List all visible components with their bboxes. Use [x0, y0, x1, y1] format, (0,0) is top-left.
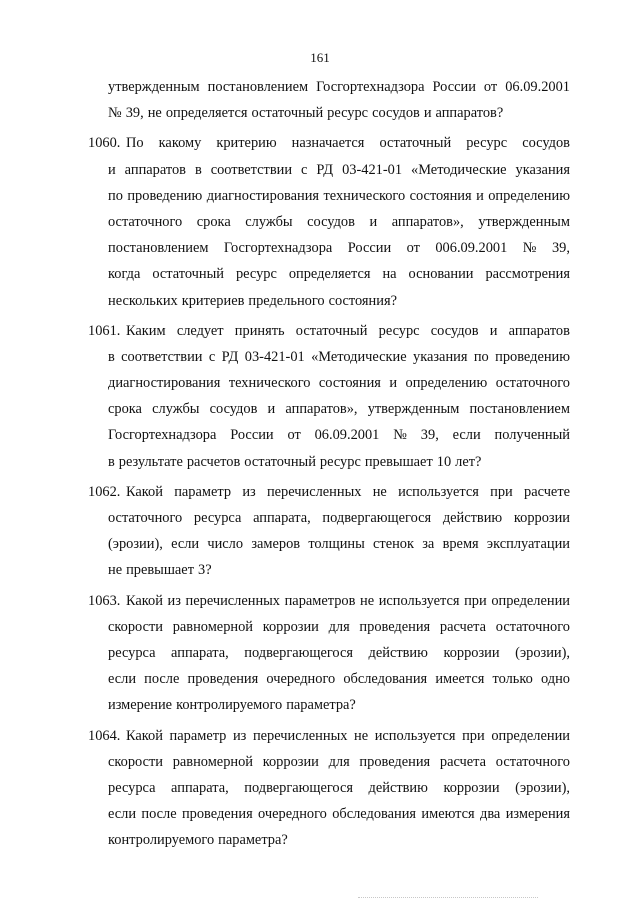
page-number: 161 — [310, 50, 330, 65]
question-number: 1064. — [88, 727, 121, 744]
scan-artifact — [358, 897, 538, 901]
text-line: скорости равномерной коррозии для проведения расчета остаточного — [108, 618, 570, 635]
text-line: не превышает 3? — [108, 562, 212, 579]
text-line: срока службы сосудов и аппаратов», утвержденным постановлением — [108, 401, 570, 418]
text-line: скорости равномерной коррозии для проведения расчета остаточного — [108, 753, 570, 770]
question-number: 1060. — [88, 135, 121, 152]
text-line: диагностирования технического состояния и определению остаточного — [108, 375, 570, 392]
text-line: по проведению диагностирования технического состояния и определению — [108, 187, 570, 204]
text-line: ресурса аппарата, подвергающегося действию коррозии (эрозии), — [108, 779, 570, 796]
question-item — [88, 479, 570, 584]
question-item — [88, 130, 570, 313]
text-line: Какой параметр из перечисленных не используется при определении — [126, 727, 570, 744]
question-number: 1063. — [88, 592, 121, 609]
text-line: нескольких критериев предельного состояния? — [108, 292, 397, 309]
text-line: остаточного ресурса аппарата, подвергающегося действию коррозии — [108, 510, 570, 526]
question-item — [88, 318, 570, 475]
text-line: № 39, не определяется остаточный ресурс сосудов и аппаратов? — [108, 105, 504, 122]
text-line: Госгортехнадзора России от 06.09.2001 № 39, если полученный — [108, 427, 570, 444]
text-line: ресурса аппарата, подвергающегося действию коррозии (эрозии), — [108, 644, 570, 661]
text-line: и аппаратов в соответствии с РД 03-421-01 «Методические указания — [108, 161, 570, 178]
text-line: постановлением Госгортехнадзора России от 006.09.2001 № 39, — [108, 240, 570, 257]
question-item — [88, 588, 570, 719]
text-line: в результате расчетов остаточный ресурс превышает 10 лет? — [108, 453, 482, 470]
question-item — [88, 723, 570, 854]
document-body — [88, 74, 570, 853]
text-line: По какому критерию назначается остаточный ресурс сосудов — [126, 135, 570, 152]
question-number: 1061. — [88, 322, 121, 339]
text-line: когда остаточный ресурс определяется на основании рассмотрения — [108, 266, 570, 283]
text-line: (эрозии), если число замеров толщины стенок за время эксплуатации — [108, 536, 570, 553]
text-line: утвержденным постановлением Госгортехнадзора России от 06.09.2001 — [108, 79, 570, 95]
text-line: Каким следует принять остаточный ресурс сосудов и аппаратов — [126, 322, 570, 339]
question-number: 1062. — [88, 483, 121, 500]
text-line: остаточного срока службы сосудов и аппаратов», утвержденным — [108, 213, 570, 230]
text-line: если после проведения очередного обследования имеется только одно — [108, 671, 570, 688]
text-line: в соответствии с РД 03-421-01 «Методические указания по проведению — [108, 348, 570, 365]
text-line: контролируемого параметра? — [108, 832, 288, 849]
continuation-paragraph — [108, 74, 570, 126]
text-line: измерение контролируемого параметра? — [108, 697, 356, 714]
text-line: если после проведения очередного обследования имеются два измерения — [108, 806, 570, 823]
text-line: Какой параметр из перечисленных не используется при расчете — [126, 483, 570, 500]
text-line: Какой из перечисленных параметров не используется при определении — [126, 592, 570, 609]
